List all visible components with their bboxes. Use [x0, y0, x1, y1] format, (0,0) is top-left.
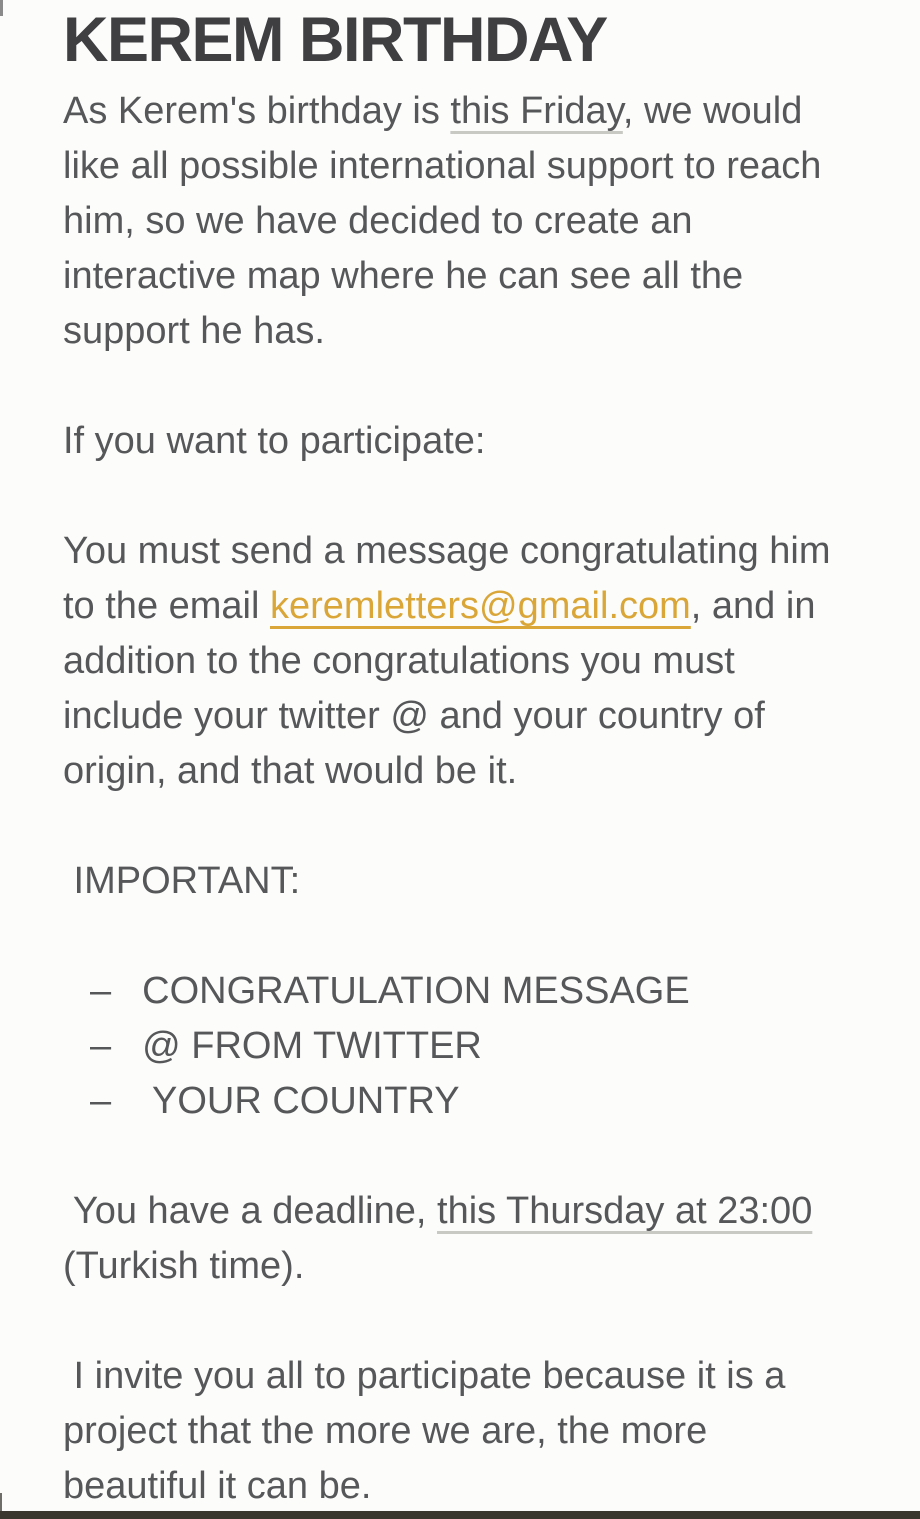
- corner-artifact: [0, 0, 3, 16]
- text-line: interactive map where he can see all the: [63, 255, 744, 297]
- text-line: (Turkish time).: [63, 1245, 305, 1287]
- paragraph-participate: [63, 414, 882, 469]
- paragraph-deadline: [63, 1184, 882, 1294]
- text-line: I invite you all to participate because it is a: [63, 1355, 786, 1397]
- bottom-bar: [0, 1511, 920, 1519]
- text-line: like all possible international support to reach: [63, 145, 822, 187]
- requirements-list: [63, 964, 882, 1129]
- list-bullet: –: [90, 1025, 112, 1067]
- email-link[interactable]: keremletters@gmail.com: [270, 585, 691, 627]
- list-item-label: CONGRATULATION MESSAGE: [142, 970, 690, 1012]
- text-line: beautiful it can be.: [63, 1465, 372, 1507]
- intro-text: , we would: [622, 90, 803, 132]
- list-item-label: YOUR COUNTRY: [142, 1080, 460, 1122]
- intro-text: As Kerem's birthday is: [63, 90, 451, 132]
- deadline-text: You have a deadline,: [63, 1190, 438, 1232]
- text-line: project that the more we are, the more: [63, 1410, 708, 1452]
- text-line: him, so we have decided to create an: [63, 200, 693, 242]
- list-bullet: –: [90, 1080, 112, 1122]
- paragraph-intro: [63, 84, 882, 359]
- list-item: [63, 964, 882, 1019]
- paragraph-important: [63, 854, 882, 909]
- page-title: KEREM BIRTHDAY: [63, 5, 607, 75]
- paragraph-closing: [63, 1349, 882, 1514]
- list-bullet: –: [90, 970, 112, 1012]
- instructions-text: , and in: [690, 585, 816, 627]
- instructions-text: to the email: [63, 585, 270, 627]
- text-line: You must send a message congratulating him: [63, 530, 831, 572]
- text-line: addition to the congratulations you must: [63, 640, 735, 682]
- list-item-label: @ FROM TWITTER: [142, 1025, 482, 1067]
- paragraph-instructions: [63, 524, 882, 799]
- underlined-date-thursday: this Thursday at 23:00: [437, 1190, 813, 1232]
- edge-artifact: [0, 1493, 2, 1511]
- participate-heading: If you want to participate:: [63, 420, 486, 462]
- list-item: [63, 1019, 882, 1074]
- text-line: [63, 579, 882, 634]
- list-item: [63, 1074, 882, 1129]
- text-line: [63, 84, 882, 139]
- text-line: support he has.: [63, 310, 325, 352]
- underlined-date-friday: this Friday: [450, 90, 623, 132]
- important-heading: IMPORTANT:: [63, 860, 301, 902]
- text-line: origin, and that would be it.: [63, 750, 518, 792]
- text-line: [63, 1184, 882, 1239]
- text-line: include your twitter @ and your country of: [63, 695, 765, 737]
